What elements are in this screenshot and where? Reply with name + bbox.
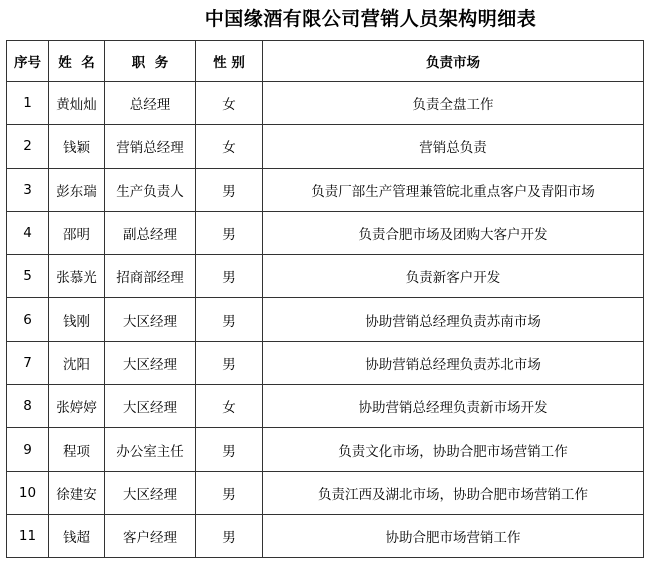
document-title: 中国缘酒有限公司营销人员架构明细表 [204, 8, 537, 30]
cell-gender: 女 [196, 385, 263, 428]
cell-position: 大区经理 [105, 385, 196, 428]
cell-no: 1 [7, 82, 49, 125]
cell-name: 钱颖 [49, 125, 105, 168]
header-name: 姓 名 [49, 41, 105, 82]
header-no: 序号 [7, 41, 49, 82]
cell-position: 营销总经理 [105, 125, 196, 168]
cell-gender: 男 [196, 428, 263, 471]
cell-gender: 男 [196, 168, 263, 211]
cell-market: 负责厂部生产管理兼管皖北重点客户及青阳市场 [263, 168, 644, 211]
header-gender: 性 别 [196, 41, 263, 82]
cell-market: 营销总负责 [263, 125, 644, 168]
table-row [7, 341, 644, 384]
cell-no: 10 [7, 471, 49, 514]
cell-position: 大区经理 [105, 298, 196, 341]
cell-gender: 男 [196, 298, 263, 341]
cell-no: 2 [7, 125, 49, 168]
cell-position: 生产负责人 [105, 168, 196, 211]
table-header-row [7, 41, 644, 82]
cell-gender: 男 [196, 514, 263, 557]
cell-no: 3 [7, 168, 49, 211]
table-row [7, 255, 644, 298]
cell-no: 11 [7, 514, 49, 557]
cell-name: 沈阳 [49, 341, 105, 384]
cell-no: 8 [7, 385, 49, 428]
cell-gender: 男 [196, 341, 263, 384]
table-body [7, 82, 644, 558]
cell-position: 大区经理 [105, 471, 196, 514]
table-row [7, 298, 644, 341]
cell-name: 彭东瑞 [49, 168, 105, 211]
cell-no: 5 [7, 255, 49, 298]
header-market: 负责市场 [263, 41, 644, 82]
table-row [7, 125, 644, 168]
cell-gender: 女 [196, 125, 263, 168]
cell-name: 徐建安 [49, 471, 105, 514]
cell-name: 张慕光 [49, 255, 105, 298]
cell-position: 总经理 [105, 82, 196, 125]
cell-name: 钱刚 [49, 298, 105, 341]
cell-market: 负责全盘工作 [263, 82, 644, 125]
cell-no: 6 [7, 298, 49, 341]
cell-gender: 男 [196, 471, 263, 514]
cell-position: 办公室主任 [105, 428, 196, 471]
table-row [7, 428, 644, 471]
cell-market: 协助营销总经理负责苏北市场 [263, 341, 644, 384]
cell-no: 4 [7, 211, 49, 254]
table-row [7, 514, 644, 557]
table-row [7, 168, 644, 211]
cell-name: 钱超 [49, 514, 105, 557]
cell-no: 7 [7, 341, 49, 384]
table-row [7, 471, 644, 514]
table-row [7, 385, 644, 428]
cell-market: 负责新客户开发 [263, 255, 644, 298]
table-row [7, 82, 644, 125]
cell-name: 程项 [49, 428, 105, 471]
table-row [7, 211, 644, 254]
cell-market: 负责合肥市场及团购大客户开发 [263, 211, 644, 254]
cell-name: 邵明 [49, 211, 105, 254]
cell-position: 招商部经理 [105, 255, 196, 298]
cell-market: 负责文化市场，协助合肥市场营销工作 [263, 428, 644, 471]
cell-position: 大区经理 [105, 341, 196, 384]
cell-gender: 男 [196, 211, 263, 254]
staff-table [6, 40, 644, 558]
cell-market: 协助合肥市场营销工作 [263, 514, 644, 557]
cell-name: 黄灿灿 [49, 82, 105, 125]
cell-market: 协助营销总经理负责苏南市场 [263, 298, 644, 341]
cell-name: 张婷婷 [49, 385, 105, 428]
cell-no: 9 [7, 428, 49, 471]
cell-gender: 女 [196, 82, 263, 125]
header-position: 职 务 [105, 41, 196, 82]
cell-market: 协助营销总经理负责新市场开发 [263, 385, 644, 428]
cell-position: 副总经理 [105, 211, 196, 254]
cell-market: 负责江西及湖北市场，协助合肥市场营销工作 [263, 471, 644, 514]
cell-gender: 男 [196, 255, 263, 298]
cell-position: 客户经理 [105, 514, 196, 557]
